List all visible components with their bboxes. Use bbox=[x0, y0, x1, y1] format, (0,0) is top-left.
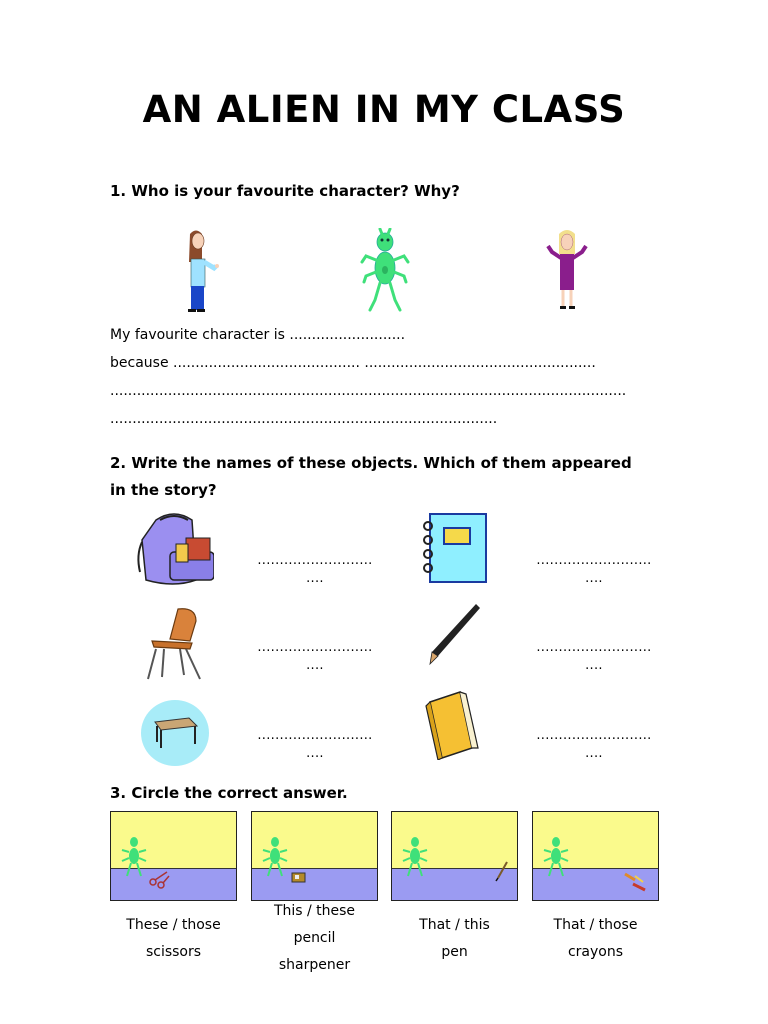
backpack-icon bbox=[134, 510, 214, 588]
blank-pencil[interactable]: .......................... .... bbox=[536, 640, 652, 673]
chair-icon bbox=[140, 605, 210, 683]
caption-pen[interactable]: That / this pen bbox=[419, 917, 490, 960]
alien-icon bbox=[119, 836, 149, 880]
notebook-icon bbox=[418, 510, 490, 586]
question-2-heading-cont: in the story? bbox=[110, 481, 217, 499]
alien-icon bbox=[260, 836, 290, 880]
panel-crayons[interactable] bbox=[532, 811, 659, 901]
girl-character-icon bbox=[178, 228, 224, 318]
panel-sharpener[interactable] bbox=[251, 811, 378, 901]
book-icon bbox=[420, 688, 484, 760]
pen-icon bbox=[494, 860, 510, 882]
teacher-character-icon bbox=[544, 228, 590, 318]
question-3-heading: 3. Circle the correct answer. bbox=[110, 784, 348, 802]
crayons-icon bbox=[621, 870, 651, 894]
panel-pen[interactable] bbox=[391, 811, 518, 901]
blank-backpack[interactable]: .......................... .... bbox=[257, 553, 373, 586]
alien-icon bbox=[400, 836, 430, 880]
blank-chair[interactable]: .......................... .... bbox=[257, 640, 373, 673]
alien-icon bbox=[541, 836, 571, 880]
desk-icon bbox=[139, 698, 211, 768]
panel-scissors[interactable] bbox=[110, 811, 237, 901]
answer-line-2[interactable]: because .......................................... .................................................... bbox=[110, 355, 596, 371]
pencil-icon bbox=[420, 600, 484, 670]
answer-line-4[interactable]: ....................................................................................... bbox=[110, 411, 498, 427]
blank-book[interactable]: .......................... .... bbox=[536, 728, 652, 761]
question-1-heading: 1. Who is your favourite character? Why? bbox=[110, 182, 460, 200]
caption-sharpener[interactable]: This / these pencil sharpener bbox=[273, 903, 356, 973]
page-title: AN ALIEN IN MY CLASS bbox=[142, 88, 626, 131]
blank-desk[interactable]: .......................... .... bbox=[257, 728, 373, 761]
alien-character-icon bbox=[360, 228, 412, 318]
blank-notebook[interactable]: .......................... .... bbox=[536, 553, 652, 586]
answer-line-1[interactable]: My favourite character is .......................... bbox=[110, 327, 406, 343]
caption-crayons[interactable]: That / those crayons bbox=[553, 917, 638, 960]
sharpener-icon bbox=[290, 870, 308, 884]
scissors-icon bbox=[147, 868, 173, 890]
question-2-heading: 2. Write the names of these objects. Which of them appeared bbox=[110, 454, 632, 472]
caption-scissors[interactable]: These / those scissors bbox=[126, 917, 221, 960]
answer-line-3[interactable]: .................................................................................................................... bbox=[110, 383, 627, 399]
